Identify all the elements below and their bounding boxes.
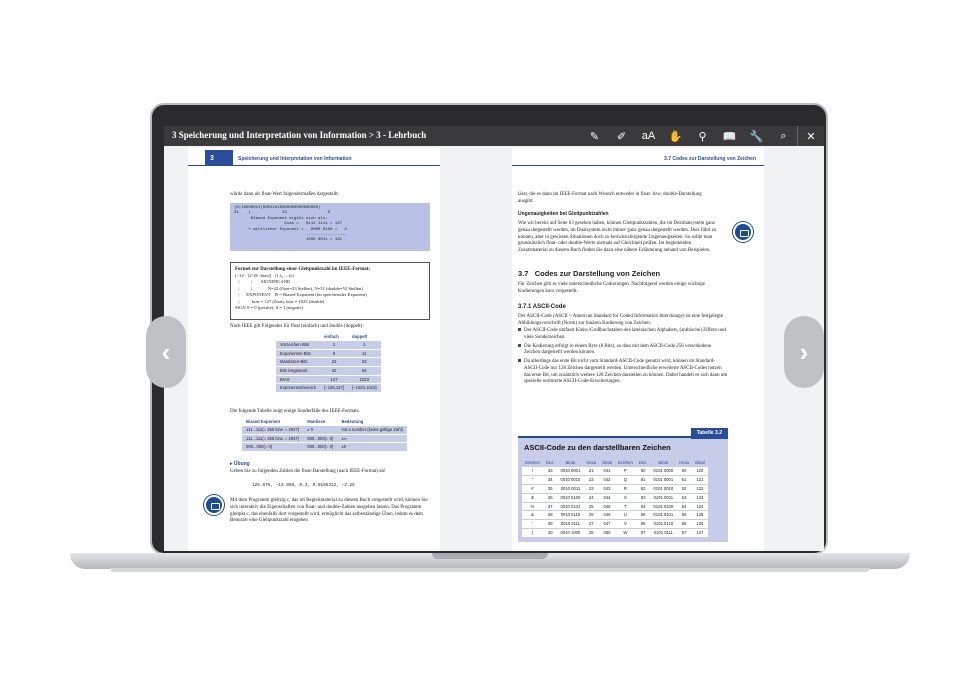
table-cell: 1: [348, 341, 381, 349]
next-page-button[interactable]: [784, 316, 824, 388]
ascii-cell: 0101 0111: [650, 529, 676, 538]
table-cell: Mantissen-Bits: [276, 358, 320, 367]
table-cell: 111...111(= 255 bzw. = 2047): [242, 434, 303, 443]
list-item-text: Da allerdings das erste Bit nicht vom Standard-ASCII-Code genutzt wird, können im Standard-ASCII-Code nur 128 Zeichen dargestellt werden. Unterschiedliche erweiterte ASCII-Codes nutzen das erste Bit, um zusätzlich weitere 128 Zeichen darstellen zu können. Dabei handelt es sich dann um spezielle normierte ASCII-Code-Erweiterungen.: [524, 359, 728, 385]
table-row: [276, 375, 381, 384]
ascii-cell: 87: [636, 529, 651, 538]
table-special: [242, 418, 407, 452]
ascii-cell: 54: [676, 502, 692, 511]
ascii-cell: 23: [583, 485, 599, 494]
ascii-cell: 81: [636, 476, 651, 485]
monitor-icon[interactable]: [204, 495, 224, 515]
table-row: [276, 341, 381, 349]
ascii-cell: 0010 0100: [558, 493, 584, 502]
book-icon[interactable]: 📖: [722, 130, 737, 143]
ascii-cell: 0101 0000: [650, 467, 676, 476]
formula-line: (−1)ˢ · [2^(E−bias)] · [1.f₀ ... fₙ]: [235, 273, 294, 278]
table-cell: BIAS: [276, 375, 320, 384]
book-page-left: [188, 148, 440, 551]
table-cell: 000...000(= 0): [303, 443, 337, 452]
ascii-cell: 0010 0101: [558, 502, 584, 511]
section-number: 3.7: [518, 269, 529, 278]
ascii-cell: 0010 0001: [558, 467, 584, 476]
code-box: [230, 203, 430, 251]
section-heading: [518, 269, 660, 279]
page-header-right: [512, 148, 764, 166]
table-cell: ±∞: [337, 434, 406, 443]
ascii-cell: %: [522, 502, 543, 511]
exercise-values: 125.875, −13.888, 0.3, 0.0195312, −2.25: [252, 483, 355, 488]
ascii-cell: 0101 0010: [650, 485, 676, 494]
table-cell: not a number (keine gültige Zahl): [337, 426, 406, 434]
hand-icon[interactable]: ✋: [668, 130, 683, 143]
ascii-cell: V: [615, 520, 636, 529]
ascii-cell: 57: [676, 529, 692, 538]
ascii-table-box: [518, 430, 728, 542]
table-row: [276, 367, 381, 376]
ascii-header-cell: Hexa: [679, 459, 689, 465]
table-row: [276, 349, 381, 358]
table-cell: 1: [320, 341, 348, 349]
exercise-title: ▸ Übung: [230, 461, 250, 467]
formula-line: | | N=22 (float=23 Stellen), N=51 (double=52 Stellen): [235, 285, 363, 291]
table-header-cell: [276, 333, 320, 341]
ascii-row: [522, 529, 708, 538]
ascii-cell: 127: [692, 529, 708, 538]
ascii-cell: 044: [599, 493, 615, 502]
table-header-cell: Bedeutung: [341, 419, 364, 425]
code-line: 1000 0011 = 131: [234, 238, 343, 243]
para-special: Die folgende Tabelle zeigt einige Sonderfälle des IEEE-Formats.: [230, 409, 360, 414]
table-cell: 111...111(= 255 bzw. = 2047): [242, 426, 303, 434]
breadcrumb-title: 3 Speicherung und Interpretation von Information > 3 - Lehrbuch: [172, 130, 427, 140]
ascii-cell: &: [522, 511, 543, 520]
ascii-cell: 38: [543, 511, 558, 520]
formula-lines: [235, 273, 425, 312]
running-head-right: 3.7 Codes zur Darstellung von Zeichen: [664, 156, 756, 162]
formula-line: | bias = 127 (float), bias = 1023 (double): [235, 298, 325, 304]
ebook-reader-screen: [161, 126, 824, 551]
ascii-header-cell: Binär: [658, 459, 669, 465]
ascii-cell: 046: [599, 511, 615, 520]
ascii-cell: !: [522, 467, 543, 476]
ascii-cell: 56: [676, 520, 692, 529]
table-header-row: [242, 418, 407, 426]
ascii-cell: $: [522, 493, 543, 502]
ascii-table: [522, 458, 708, 538]
table-cell: Exponenten-Bits: [276, 349, 320, 358]
chapter-number: 3: [205, 150, 233, 166]
code-line: Biased Exponent ergibt sich als:: [234, 216, 328, 221]
ascii-cell: 22: [583, 476, 599, 485]
intro-text: würde dann als float-Wert folgendermaßen dargestellt:: [230, 192, 340, 197]
ascii-cell: 51: [676, 476, 692, 485]
page-header: [188, 148, 440, 166]
ascii-row: [522, 493, 708, 502]
table-cell: 52: [348, 358, 381, 367]
monitor-icon-right[interactable]: [733, 222, 753, 242]
table-cell: Bits insgesamt: [276, 367, 320, 376]
prev-page-button[interactable]: [146, 316, 186, 388]
ascii-cell: 55: [676, 511, 692, 520]
table-header-cell: einfach: [324, 334, 339, 340]
ascii-cell: 82: [636, 485, 651, 494]
search-icon[interactable]: ⌕: [780, 129, 787, 142]
table-row: [242, 443, 407, 452]
ascii-cell: S: [615, 493, 636, 502]
ascii-cell: (: [522, 529, 543, 538]
highlighter-icon[interactable]: ✐: [616, 130, 627, 143]
para-ascii: Der ASCII-Code (ASCII = American Standard for Coded Information Interchange) ist eine festgelegte Abbildungsvorschrift (Norm) zur binären Kodierung von Zeichen.: [518, 314, 723, 326]
list-item: [518, 359, 728, 386]
chevron-right-icon: ›: [799, 336, 809, 367]
ascii-cell: Q: [615, 476, 636, 485]
close-icon[interactable]: ✕: [797, 126, 824, 146]
ascii-cell: 0010 0011: [558, 485, 584, 494]
ascii-cell: 045: [599, 502, 615, 511]
bullet-icon: [518, 344, 521, 347]
para-continued: lässt, die es dann im IEEE-Format nach Wunsch entweder in float- bzw. double-Darstellung ausgibt.: [518, 192, 702, 204]
ascii-cell: 042: [599, 476, 615, 485]
table-cell: ≠ 0: [303, 426, 337, 434]
formula-line: | | SIGNIFICAND: [235, 279, 291, 285]
code-line: + wirklicher Exponent = 0000 0100 = 4: [234, 227, 347, 232]
formula-title: Formel zur Darstellung einer Gleitpunktzahl im IEEE-Format:: [235, 267, 371, 272]
ascii-cell: 86: [636, 520, 651, 529]
ascii-cell: 33: [543, 467, 558, 476]
table-header-cell: Biased Exponent: [246, 419, 280, 425]
bullet-icon: [518, 328, 521, 331]
ascii-cell: 37: [543, 502, 558, 511]
table-cell: 23: [320, 358, 348, 367]
toolbar-icons: [581, 126, 824, 146]
ascii-row: [522, 520, 708, 529]
list-item: [518, 344, 728, 358]
laptop-notch: [432, 553, 548, 559]
ascii-row: [522, 476, 708, 485]
table-header-row: [276, 333, 381, 341]
ascii-cell: 85: [636, 511, 651, 520]
ascii-cell: 84: [636, 502, 651, 511]
ascii-header-cell: Dez.: [638, 459, 648, 465]
text-size-icon[interactable]: aA: [641, 130, 656, 142]
ascii-cell: 0010 0010: [558, 476, 584, 485]
ascii-cell: 0101 0110: [650, 520, 676, 529]
ascii-header-cell: Dez.: [545, 459, 555, 465]
ascii-cell: R: [615, 485, 636, 494]
section-title: Codes zur Darstellung von Zeichen: [534, 269, 661, 278]
ascii-cell: 0101 0001: [650, 476, 676, 485]
table-cell: 000...000(= 0): [242, 443, 303, 452]
ascii-cell: 40: [543, 529, 558, 538]
table-header-cell: Mantisse: [307, 419, 326, 425]
ascii-cell: T: [615, 502, 636, 511]
formula-box: [230, 262, 430, 320]
ascii-header-cell: Oktal: [602, 459, 612, 465]
reader-toolbar: [164, 126, 824, 146]
table-cell: 127: [320, 375, 348, 384]
ascii-cell: 25: [583, 502, 599, 511]
table-cell: Exponentenbereich: [276, 384, 320, 393]
ascii-cell: 125: [692, 511, 708, 520]
table-cell: 1023: [348, 375, 381, 384]
ascii-header-cell: Zeichen: [617, 459, 633, 465]
ascii-cell: 050: [599, 529, 615, 538]
code-line: |0|10000011|00011010000000000000000|: [234, 206, 321, 210]
code-line: bias = 0111 1111 = 127: [234, 222, 343, 227]
ascii-cell: W: [615, 529, 636, 538]
table-cell: ±0: [337, 443, 406, 452]
table-cell: Vorzeichen-Bits: [276, 341, 320, 349]
ascii-cell: 34: [543, 476, 558, 485]
code-line: 31 | 23 0: [234, 211, 331, 216]
ascii-cell: 24: [583, 493, 599, 502]
list-item-text: Die Kodierung erfolgt in einem Byte (8 Bits), so dass mit dem ASCII-Code 256 verschiedene Zeichen dargestellt werden können.: [524, 343, 712, 356]
person-icon[interactable]: ⚲: [698, 130, 707, 143]
formula-line: | EXPONENT B = Biased Exponent (im speichernder Exponent): [235, 292, 367, 298]
bullet-list: [518, 328, 728, 388]
table-cell: 11: [348, 349, 381, 358]
ascii-cell: 043: [599, 485, 615, 494]
ascii-cell: 041: [599, 467, 615, 476]
ascii-row: [522, 502, 708, 511]
table-cell: [−126,127]: [320, 384, 348, 393]
ascii-row: [522, 511, 708, 520]
ascii-header-cell: Zeichen: [525, 459, 540, 465]
ascii-cell: 27: [583, 520, 599, 529]
ascii-header-cell: Binär: [565, 459, 576, 465]
ascii-cell: 126: [692, 520, 708, 529]
ascii-cell: 36: [543, 493, 558, 502]
ascii-cell: 0010 1000: [558, 529, 584, 538]
ascii-cell: 0010 0110: [558, 511, 584, 520]
table-cell: 32: [320, 367, 348, 376]
ascii-table-title: ASCII-Code zu den darstellbaren Zeichen: [524, 443, 671, 452]
list-item: [518, 328, 728, 342]
subsection-heading: 3.7.1 ASCII-Code: [518, 304, 566, 310]
code-line: -----------------: [234, 232, 347, 237]
list-item-text: Der ASCII-Code umfasst Klein-/Großbuchstaben des lateinischen Alphabets, (arabische) Ziffern und viele Sonderzeichen.: [524, 328, 726, 340]
ascii-cell: 53: [676, 493, 692, 502]
ascii-cell: 80: [636, 467, 651, 476]
ascii-cell: 83: [636, 493, 651, 502]
ascii-cell: 124: [692, 502, 708, 511]
table-cell: [−1022,1023]: [348, 384, 381, 393]
table-row: [276, 384, 381, 393]
running-head: Speicherung und Interpretation von Information: [238, 156, 352, 162]
ascii-row: [522, 485, 708, 494]
table-row: [276, 358, 381, 367]
ascii-header-cell: Hexa: [586, 459, 597, 465]
ascii-cell: U: [615, 511, 636, 520]
table-cell: 8: [320, 349, 348, 358]
ascii-cell: ': [522, 520, 543, 529]
table-header-cell: doppelt: [352, 334, 368, 340]
ascii-cell: P: [615, 467, 636, 476]
pen-icon[interactable]: ✎: [589, 130, 600, 143]
ascii-cell: 21: [583, 467, 599, 476]
ascii-cell: 0101 0011: [650, 493, 676, 502]
ascii-cell: 047: [599, 520, 615, 529]
ascii-cell: 50: [676, 467, 692, 476]
ascii-cell: 123: [692, 493, 708, 502]
chevron-left-icon: ‹: [161, 336, 171, 367]
ascii-cell: 26: [583, 511, 599, 520]
ascii-cell: #: [522, 485, 543, 494]
ascii-cell: 0010 0111: [558, 520, 584, 529]
ascii-cell: 0101 0100: [650, 502, 676, 511]
table-badge: Tabelle 3.2: [691, 428, 728, 439]
ascii-cell: 121: [692, 476, 708, 485]
exercise-text: Geben Sie zu folgenden Zahlen die float-Darstellung (nach IEEE-Format) an!: [230, 469, 386, 474]
formula-line: SIGN S = 0 (positiv), S = 1 (negativ): [235, 305, 304, 311]
ascii-cell: 122: [692, 485, 708, 494]
ascii-header-row: [522, 458, 708, 467]
ascii-cell: 28: [583, 529, 599, 538]
table-cell: 64: [348, 367, 381, 376]
ascii-cell: 0101 0101: [650, 511, 676, 520]
subhead-inaccuracy: Ungenauigkeiten bei Gleitpunktzahlen: [518, 211, 609, 217]
ascii-cell: 52: [676, 485, 692, 494]
table-cell: 000...000(= 0): [303, 434, 337, 443]
bullet-icon: [518, 359, 521, 362]
ascii-cell: 39: [543, 520, 558, 529]
laptop-foot: [110, 568, 870, 572]
book-page-right: [512, 148, 764, 551]
wrench-icon[interactable]: 🔧: [749, 130, 764, 143]
table-row: [242, 434, 407, 443]
para-program: Mit dem Programm gleitzig.c, das im Begleitmaterial zu diesem Buch vorgestellt wird, können Sie sich interaktiv die Eigenschaften von float- und double-Zahlen ausgeben lassen. Das Programm gleitpkt.c, das ebenfalls dort vorgestellt wird, ermöglicht das selbstständige Üben, indem es dem Benutzer eine Gleitpunktzahl eingeben: [230, 498, 428, 524]
para-codes: Für Zeichen gibt es viele unterschiedliche Codierungen. Nachfolgend werden einige wichtige Kodierungen kurz vorgestellt.: [518, 282, 706, 294]
para-inaccuracy: Wie wir bereits auf Seite 63 gesehen haben, können Gleitpunktzahlen, die im Dezimalsystem ganz genau dargestellt werden, im Dualsystem nicht immer ganz genau dargestellt werden. Dies führt zu können, aber in gewissen Situationen doch zu berücksichtigende Ungenauigkeiten. So sollte man grundsätzlich float- oder double-Werte niemals auf Gleichheit prüfen. Im begleitenden Zusatzmaterial zu diesem Buch finden Sie dazu eine nähere Erläuterung anhand von Beispielen.: [518, 221, 717, 253]
table-row: [242, 426, 407, 434]
table-ieee: [276, 333, 381, 393]
ascii-row: [522, 467, 708, 476]
ascii-cell: ": [522, 476, 543, 485]
ascii-cell: 35: [543, 485, 558, 494]
ascii-cell: 120: [692, 467, 708, 476]
para-ieee: Nach IEEE gilt Folgendes für float (einfach) und double (doppelt):: [230, 324, 364, 329]
ascii-header-cell: Oktal: [695, 459, 705, 465]
